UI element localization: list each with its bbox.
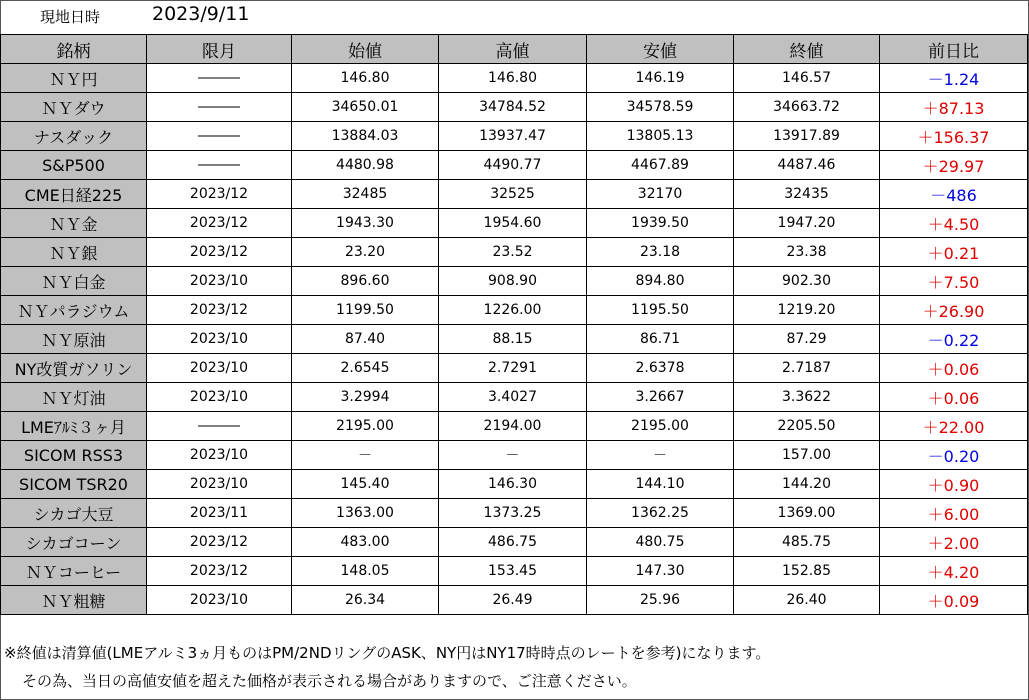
cell-name: ＮＹ粗糖 (1, 586, 147, 615)
table-row (1, 64, 1028, 93)
cell-month: 2023/10 (147, 586, 292, 615)
table-row (1, 296, 1028, 325)
cell-low: 2195.00 (587, 412, 734, 441)
cell-name: ナスダック (1, 122, 147, 151)
current-date: 2023/9/11 (152, 3, 250, 25)
cell-name: ＮＹ灯油 (1, 383, 147, 412)
cell-high: 2.7291 (439, 354, 587, 383)
cell-change: ＋26.90 (880, 296, 1028, 325)
table-row (1, 354, 1028, 383)
cell-close: 157.00 (734, 441, 880, 470)
table-body (1, 64, 1028, 615)
table-row (1, 122, 1028, 151)
cell-month: 2023/12 (147, 528, 292, 557)
col-header-change: 前日比 (880, 35, 1028, 64)
footnote-2: その為、当日の高値安値を超えた価格が表示される場合がありますので、ご注意ください。 (22, 672, 637, 690)
table-row (1, 209, 1028, 238)
cell-month: 2023/12 (147, 238, 292, 267)
cell-change: ＋156.37 (880, 122, 1028, 151)
cell-month: 2023/10 (147, 441, 292, 470)
cell-change: ＋4.20 (880, 557, 1028, 586)
table-row (1, 267, 1028, 296)
cell-change: －1.24 (880, 64, 1028, 93)
cell-month: 2023/11 (147, 499, 292, 528)
cell-low: 86.71 (587, 325, 734, 354)
col-header-open: 始値 (292, 35, 439, 64)
cell-change: ＋0.09 (880, 586, 1028, 615)
cell-close: 146.57 (734, 64, 880, 93)
cell-high: 26.49 (439, 586, 587, 615)
cell-name: LMEｱﾙﾐ３ヶ月 (1, 412, 147, 441)
cell-month: 2023/10 (147, 470, 292, 499)
cell-open: 1199.50 (292, 296, 439, 325)
cell-open: 34650.01 (292, 93, 439, 122)
cell-change: －0.22 (880, 325, 1028, 354)
cell-open: 2195.00 (292, 412, 439, 441)
cell-open: 32485 (292, 180, 439, 209)
cell-low: 147.30 (587, 557, 734, 586)
cell-change: ＋0.06 (880, 383, 1028, 412)
cell-high: 32525 (439, 180, 587, 209)
footnote-1: ※終値は清算値(LMEアルミ3ヵ月ものはPM/2NDリングのASK、NY円はNY17時時点のレートを参考)になります。 (4, 644, 771, 662)
cell-close: 23.38 (734, 238, 880, 267)
cell-close: 485.75 (734, 528, 880, 557)
cell-high: 1373.25 (439, 499, 587, 528)
cell-change: －0.20 (880, 441, 1028, 470)
cell-change: －486 (880, 180, 1028, 209)
cell-month: ――― (147, 64, 292, 93)
cell-name: ＮＹ銀 (1, 238, 147, 267)
cell-low: 144.10 (587, 470, 734, 499)
table-row (1, 180, 1028, 209)
cell-low: 2.6378 (587, 354, 734, 383)
cell-open: 23.20 (292, 238, 439, 267)
cell-low: － (587, 441, 734, 470)
cell-close: 902.30 (734, 267, 880, 296)
cell-close: 1369.00 (734, 499, 880, 528)
cell-name: ＮＹパラジウム (1, 296, 147, 325)
quotes-table (0, 34, 1028, 615)
cell-high: 23.52 (439, 238, 587, 267)
cell-month: 2023/10 (147, 267, 292, 296)
cell-low: 3.2667 (587, 383, 734, 412)
cell-name: シカゴコーン (1, 528, 147, 557)
cell-open: 146.80 (292, 64, 439, 93)
cell-name: ＮＹコーヒー (1, 557, 147, 586)
cell-name: S&P500 (1, 151, 147, 180)
cell-open: 896.60 (292, 267, 439, 296)
cell-name: SICOM TSR20 (1, 470, 147, 499)
col-header-month: 限月 (147, 35, 292, 64)
cell-high: 146.80 (439, 64, 587, 93)
cell-month: 2023/12 (147, 296, 292, 325)
cell-open: 145.40 (292, 470, 439, 499)
cell-month: ――― (147, 412, 292, 441)
cell-low: 480.75 (587, 528, 734, 557)
cell-high: 4490.77 (439, 151, 587, 180)
cell-high: 908.90 (439, 267, 587, 296)
cell-open: 26.34 (292, 586, 439, 615)
cell-open: － (292, 441, 439, 470)
cell-low: 34578.59 (587, 93, 734, 122)
cell-close: 34663.72 (734, 93, 880, 122)
footnotes (4, 639, 770, 695)
cell-change: ＋2.00 (880, 528, 1028, 557)
table-row (1, 325, 1028, 354)
cell-low: 4467.89 (587, 151, 734, 180)
cell-change: ＋0.06 (880, 354, 1028, 383)
cell-name: CME日経225 (1, 180, 147, 209)
table-row (1, 499, 1028, 528)
cell-close: 152.85 (734, 557, 880, 586)
table-row (1, 557, 1028, 586)
cell-high: 2194.00 (439, 412, 587, 441)
cell-change: ＋7.50 (880, 267, 1028, 296)
cell-close: 2.7187 (734, 354, 880, 383)
cell-month: 2023/10 (147, 383, 292, 412)
table-row (1, 93, 1028, 122)
cell-name: ＮＹ原油 (1, 325, 147, 354)
cell-close: 3.3622 (734, 383, 880, 412)
cell-low: 25.96 (587, 586, 734, 615)
cell-high: 13937.47 (439, 122, 587, 151)
cell-change: ＋22.00 (880, 412, 1028, 441)
cell-low: 1939.50 (587, 209, 734, 238)
cell-name: ＮＹ円 (1, 64, 147, 93)
cell-close: 1219.20 (734, 296, 880, 325)
cell-low: 1195.50 (587, 296, 734, 325)
col-header-name: 銘柄 (1, 35, 147, 64)
table-row (1, 151, 1028, 180)
cell-open: 4480.98 (292, 151, 439, 180)
cell-name: ＮＹ金 (1, 209, 147, 238)
table-row (1, 238, 1028, 267)
cell-open: 87.40 (292, 325, 439, 354)
cell-low: 13805.13 (587, 122, 734, 151)
col-header-low: 安値 (587, 35, 734, 64)
cell-low: 894.80 (587, 267, 734, 296)
cell-change: ＋87.13 (880, 93, 1028, 122)
cell-name: SICOM RSS3 (1, 441, 147, 470)
cell-close: 32435 (734, 180, 880, 209)
cell-name: ＮＹ白金 (1, 267, 147, 296)
cell-high: 88.15 (439, 325, 587, 354)
cell-high: 153.45 (439, 557, 587, 586)
cell-low: 23.18 (587, 238, 734, 267)
table-row (1, 383, 1028, 412)
cell-change: ＋4.50 (880, 209, 1028, 238)
cell-change: ＋29.97 (880, 151, 1028, 180)
cell-close: 1947.20 (734, 209, 880, 238)
cell-name: ＮＹダウ (1, 93, 147, 122)
cell-close: 144.20 (734, 470, 880, 499)
cell-high: 1954.60 (439, 209, 587, 238)
cell-month: 2023/12 (147, 557, 292, 586)
cell-open: 483.00 (292, 528, 439, 557)
cell-low: 1362.25 (587, 499, 734, 528)
cell-month: ――― (147, 93, 292, 122)
table-row (1, 528, 1028, 557)
cell-high: 1226.00 (439, 296, 587, 325)
col-header-high: 高値 (439, 35, 587, 64)
table-row (1, 412, 1028, 441)
cell-name: シカゴ大豆 (1, 499, 147, 528)
cell-open: 148.05 (292, 557, 439, 586)
cell-close: 4487.46 (734, 151, 880, 180)
cell-high: 486.75 (439, 528, 587, 557)
table-header-row (1, 35, 1028, 64)
col-header-close: 終値 (734, 35, 880, 64)
cell-open: 1363.00 (292, 499, 439, 528)
table-row (1, 470, 1028, 499)
cell-month: ――― (147, 151, 292, 180)
cell-open: 2.6545 (292, 354, 439, 383)
cell-low: 32170 (587, 180, 734, 209)
cell-month: ――― (147, 122, 292, 151)
table-row (1, 586, 1028, 615)
cell-high: 34784.52 (439, 93, 587, 122)
cell-change: ＋0.90 (880, 470, 1028, 499)
cell-month: 2023/10 (147, 325, 292, 354)
cell-name: NY改質ガソリン (1, 354, 147, 383)
cell-close: 13917.89 (734, 122, 880, 151)
cell-high: 3.4027 (439, 383, 587, 412)
cell-open: 3.2994 (292, 383, 439, 412)
cell-open: 13884.03 (292, 122, 439, 151)
date-label: 現地日時 (40, 8, 101, 26)
cell-close: 87.29 (734, 325, 880, 354)
cell-month: 2023/10 (147, 354, 292, 383)
cell-open: 1943.30 (292, 209, 439, 238)
cell-change: ＋0.21 (880, 238, 1028, 267)
table-row (1, 441, 1028, 470)
cell-high: 146.30 (439, 470, 587, 499)
cell-close: 26.40 (734, 586, 880, 615)
cell-low: 146.19 (587, 64, 734, 93)
cell-high: － (439, 441, 587, 470)
cell-change: ＋6.00 (880, 499, 1028, 528)
cell-month: 2023/12 (147, 180, 292, 209)
cell-month: 2023/12 (147, 209, 292, 238)
cell-close: 2205.50 (734, 412, 880, 441)
